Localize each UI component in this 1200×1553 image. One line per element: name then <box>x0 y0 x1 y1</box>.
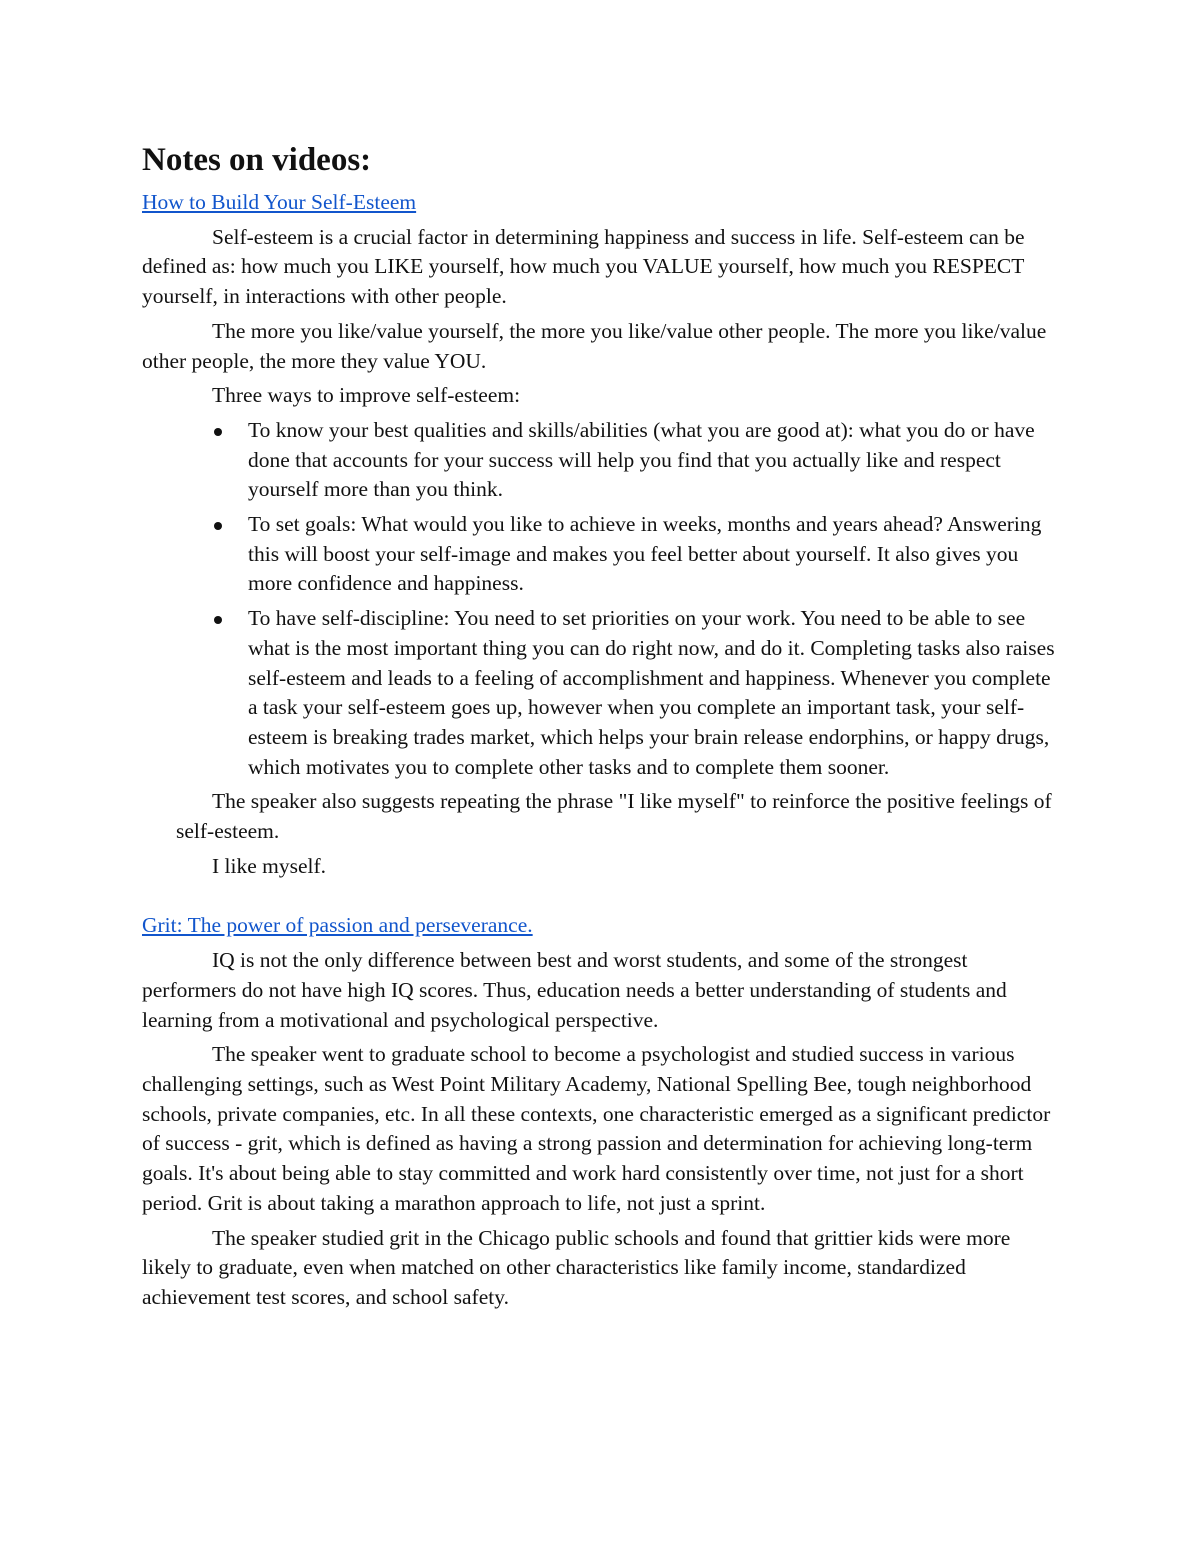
section1-paragraph-2: The more you like/value yourself, the more you like/value other people. The more you like/value other people, the more they value YOU. <box>142 318 1047 373</box>
bullet-icon <box>214 616 222 624</box>
section1-paragraph-4: The speaker also suggests repeating the phrase "I like myself" to reinforce the positive feelings of self-esteem. <box>176 789 1052 844</box>
grit-video-link[interactable]: Grit: The power of passion and perseverance. <box>142 913 533 938</box>
section2-paragraph-2: The speaker went to graduate school to become a psychologist and studied success in various challenging settings, such as West Point Military Academy, National Spelling Bee, tough neighborhood schools, private companies, etc. In all these contexts, one characteristic emerged as a significant predictor of success - grit, which is defined as having a strong passion and determination for achieving long-term goals. It's about being able to stay committed and work hard consistently over time, not just for a short period. Grit is about taking a marathon approach to life, not just a sprint. <box>142 1042 1051 1215</box>
document-body <box>142 140 1062 1318</box>
list-item <box>142 416 1062 505</box>
list-item-text: To set goals: What would you like to achieve in weeks, months and years ahead? Answering this will boost your self-image and makes you feel better about yourself. It also gives you more confidence and happiness. <box>248 512 1042 596</box>
section1-paragraph-1: Self-esteem is a crucial factor in determining happiness and success in life. Self-esteem can be defined as: how much you LIKE yourself, how much you VALUE yourself, how much you RESPECT yourself, in interactions with other people. <box>142 224 1025 309</box>
section-spacer <box>142 881 1062 911</box>
self-esteem-video-link[interactable]: How to Build Your Self-Esteem <box>142 190 417 214</box>
bullet-icon <box>214 428 222 436</box>
list-item <box>142 510 1062 599</box>
section2-paragraph-1: IQ is not the only difference between best and worst students, and some of the strongest performers do not have high IQ scores. Thus, education needs a better understanding of students and learning from a motivational and psychological perspective. <box>142 948 1007 1032</box>
section2-paragraph-3: The speaker studied grit in the Chicago public schools and found that grittier kids were more likely to graduate, even when matched on other characteristics like family income, standardized achievement test scores, and school safety. <box>142 1225 1011 1309</box>
section2-link-line <box>142 911 1062 941</box>
list-item-text: To have self-discipline: You need to set priorities on your work. You need to be able to see what is the most important thing you can do right now, and do it. Completing tasks also raises self-esteem and leads to a feeling of accomplishment and happiness. Whenever you complete a task your self-esteem goes up, however when you complete an important task, your self-esteem is breaking trades market, which helps your brain release endorphins, or happy drugs, which motivates you to complete other tasks and to complete them sooner. <box>248 606 1055 779</box>
list-item <box>142 604 1062 782</box>
section1-paragraph-5: I like myself. <box>212 853 327 878</box>
section1-paragraph-3: Three ways to improve self-esteem: <box>212 383 521 408</box>
section1-link-line <box>142 188 1062 218</box>
page-title: Notes on videos: <box>142 142 372 178</box>
bullet-icon <box>214 522 222 530</box>
list-item-text: To know your best qualities and skills/abilities (what you are good at): what you do or have done that accounts for your success will help you find that you actually like and respect yourself more than you think. <box>248 417 1035 502</box>
self-esteem-ways-list <box>142 416 1062 782</box>
